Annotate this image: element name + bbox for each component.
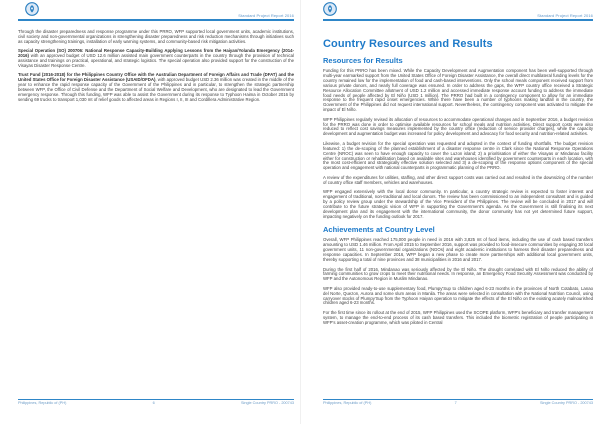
paragraph: WFP also provided ready-to-use supplementary food, Plumpy'Sup to children aged 6-23 months in the provinces of North Cotabato, Lanao del Norte, Quezon, Aurora and some slum areas in Manila. The areas were selected in consultation with the National Nutrition Council, using carryover stocks of Plumpy'Sup from the Typhoon Haiyan operation to mitigate the effects of the El Niño on the existing acutely malnourished children aged 6-23 months. [323, 285, 593, 306]
paragraph: WFP Philippines regularly revised its allocation of resources to accommodate operational changes and in September 2016, a budget revision for the PRRO was done in order to optimise available resources for school meals and nutrition activities. Direct support costs were also reduced to reflect cost savings measures implemented by the country office (reduction of service provider charges), while the capacity development and augmentation budget was increased for policy development and advocacy for food security and nutrition-related activities. [323, 116, 593, 137]
paragraph [18, 73, 294, 102]
page-header [323, 0, 593, 21]
paragraph: Overall, WFP Philippines reached 175,000 people in need in 2016 with 3,825 mt of food items, including the use of cash based transfers amounting to USD 1.46 million. From April 2015 to September 2016, support was provided to food-insecure communities by engaging 30 local government units, 11 non-governmental organizations (NGOs) and eight academic institutions to harness their disaster preparedness and response capacities. In September 2016, WFP began a new phase to create more partnerships with additional local government units, thereby supporting a total of nine provinces and 38 municipalities in 2016 and 2017. [323, 237, 593, 263]
footer-right: Single Country PRRO - 200743 [241, 401, 294, 405]
header-title: Standard Project Report 2016 [238, 13, 294, 18]
header-title: Standard Project Report 2016 [537, 13, 593, 18]
paragraph [18, 49, 294, 69]
paragraph-text: with an approved budget of USD 12.6 million assisted main government counterparts in the country through the provision of technical assistance and trainings on practical, operational, and strategic logistics. The special operation also provided support for the construction of the Visayas Disaster Response Centre. [18, 53, 294, 68]
page-left-content [0, 21, 300, 396]
footer-right: Single Country PRRO - 200743 [540, 401, 593, 405]
page-number: 6 [152, 401, 155, 405]
paragraph-text: Through the disaster preparedness and response programme under this PRRO, WFP supported local government units, academic institutions, civil society and non-governmental organizations in strengthening disaster preparedness and risk reduction mechanisms through initiatives such as capacity strengthening trainings, installation of early warning systems, and community-based risk mitigation activities. [18, 29, 294, 44]
section-heading-resources: Resources for Results [323, 56, 403, 65]
footer-left: Philippines, Republic of (PH) [323, 401, 372, 405]
page-right [300, 0, 600, 424]
section-heading-achievements: Achievements at Country Level [323, 225, 435, 235]
footer-left: Philippines, Republic of (PH) [18, 401, 67, 405]
chapter-title: Country Resources and Results [323, 38, 493, 50]
paragraph [18, 30, 294, 45]
paragraph: For the first time since its rollout at the end of 2015, WFP Philippines used the SCOPE platform, WFP's beneficiary and transfer management system, to manage the end-to-end process of its cash based transfers. This included the biometric registration of people participating in WFP's asset-creation programme, which was piloted in Central [323, 309, 593, 325]
paragraph-lead: Trust Fund (2016-2018) for the Philippines Country Office with the Australian Department of Foreign Affairs and Trade (DFAT) and the United States Office for Foreign Disaster Assistance (USAID/OFDA) [18, 72, 294, 83]
paragraph: Likewise, a budget revision for the special operation was requested and adopted in the context of funding shortfalls. The budget revision featured: 1) the de-scoping of the planned establishment of a disaster response centre in Clark since the National Response Operations Centre (NROC) was seen to have enough capacity to cover the Luzon island; 2) a prioritisation of either the Visayas or Mindanao facility either for construction or rehabilitation based on available sites and warehouses identified by government counterparts in each location, with the most cost-efficient and strategically effective solution selected and 3) a de-scoping of the response options component of the special operation and engagement with national counterparts in programmatic planning of the PRRO. [323, 140, 593, 171]
wfp-emblem-icon [25, 2, 39, 16]
page-number: 7 [454, 401, 457, 405]
page-header [18, 0, 294, 21]
paragraph: A review of the expenditures for utilities, staffing, and other direct support costs was carried out and resulted in the downsizing of the number of country office staff members, vehicles and warehouses. [323, 174, 593, 185]
page-footer [18, 399, 294, 406]
paragraph-text: , with approved budget USD 2.36 million was created in the middle of the year to enhance the rapid response capacity of the Government of the Philippines and in particular, to strengthen the strategic partnership between WFP, the Office of Civil Defense and the Department of Social Welfare and Development, who are designated to lead the Government emergency response. Through this funding, WFP was able to assist the Government during its response to Typhoon Haima in October 2016 by sending 69 trucks to transport 1,030 mt of relief goods to affected areas in Regions I, II, III and Cordillera Administrative Region. [18, 77, 294, 102]
page-right-content [301, 21, 600, 396]
paragraph: WFP engaged extensively with the local donor community. In particular, a country strategic review is expected to foster interest and engagement of traditional, non-traditional and local donors. The review has been commissioned to an independent consultant and is guided by a policy review group under the stewardship of the Vice President of the Philippines. The review will be concluded in 2017 and will contribute to the future strategic vision of WFP in supporting the Government's agenda. As the Government is still finalising its next development plan and its engagement with the international community, the donor community has not yet determined future support, impacting negatively on the funding outlook for 2017. [323, 189, 593, 219]
paragraph-lead: Special Operation (SO) 200706: National Response Capacity-Building Applying Lessons from the Haiyan/Yolanda Emergency (2014-2016) [18, 48, 294, 59]
paragraph: During the first half of 2016, Mindanao was seriously affected by the El Niño. The drought correlated with El Niño reduced the ability of farming communities to grow crops to meet their nutritional needs. In response, an Emergency Food Security Assessment was conducted by WFP and the Autonomous Region in Muslim Mindanao. [323, 266, 593, 282]
page-footer [323, 399, 593, 406]
wfp-emblem-icon [323, 2, 337, 16]
paragraph: Funding for this PRRO has been mixed. While the Capacity Development and Augmentation component has been well-supported through multi-year earmarked support from the United States Office of Foreign Disaster Assistance, the overall direct multilateral funding levels for the country remained low for the implementation of food and cash-based interventions. Only the school meals component received support from various private donors, and nearly full coverage was ensured. In order to address the gaps, the WFP country office received a Strategic Resource Allocation Committee allotment of USD 1.2 million and accessed immediate response account funding to address the immediate food needs of people affected by El Niño (USD 1 million). The PRRO had built in a contingency component to allow for an immediate response to the frequent rapid onset emergencies. While there have been a number of typhoons making landfall in the country, the Government of the Philippines did not request international support. Nevertheless, the contingency component was activated to mitigate the impact of El Niño. [323, 68, 593, 113]
